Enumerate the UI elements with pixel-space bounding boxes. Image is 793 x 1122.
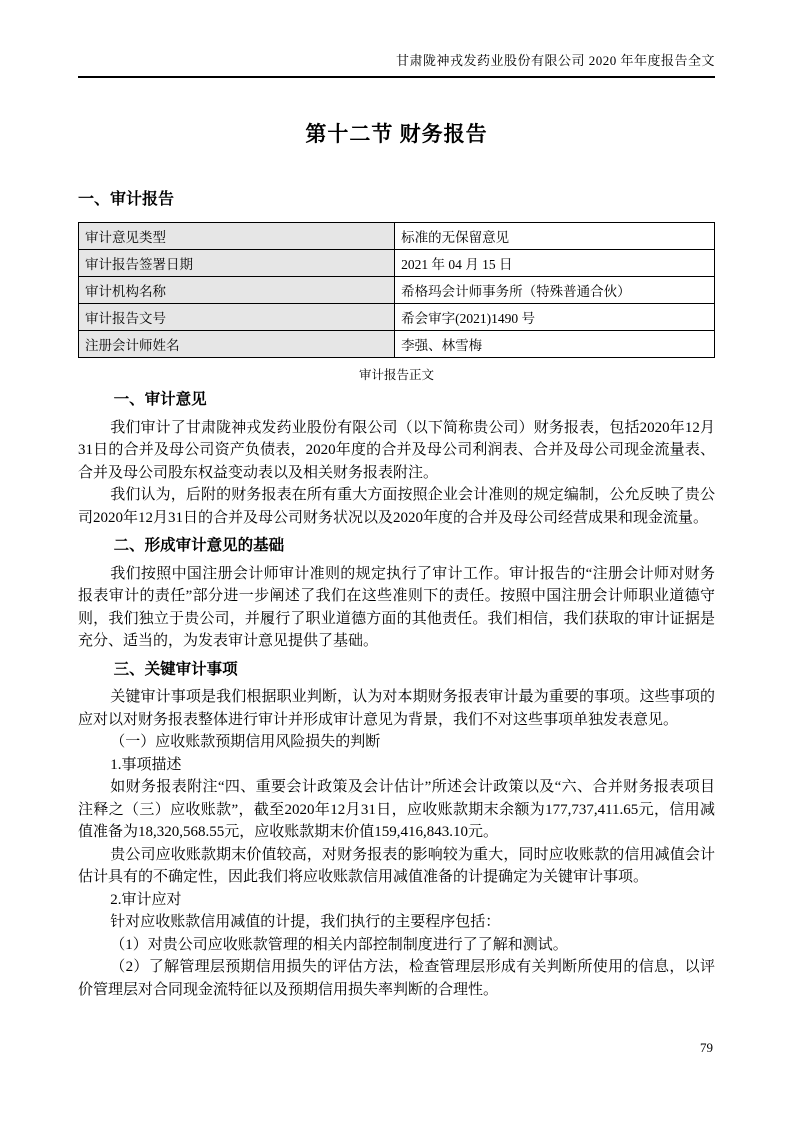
page-content <box>78 0 715 1001</box>
table-cell-label: 审计报告文号 <box>79 304 395 331</box>
table-row <box>79 223 715 250</box>
table-cell-label: 审计机构名称 <box>79 277 395 304</box>
table-cell-label: 注册会计师姓名 <box>79 331 395 358</box>
paragraph: 如财务报表附注“四、重要会计政策及会计估计”所述会计政策以及“六、合并财务报表项目注释之（三）应收账款”，截至2020年12月31日，应收账款期末余额为177,737,411.65元，信用减值准备为18,320,568.55元，应收账款期末价值159,416,843.10元。 <box>78 779 715 840</box>
paragraph: 关键审计事项是我们根据职业判断，认为对本期财务报表审计最为重要的事项。这些事项的应对以对财务报表整体进行审计并形成审计意见为背景，我们不对这些事项单独发表意见。 <box>78 689 715 728</box>
table-cell-value: 希会审字(2021)1490 号 <box>395 304 715 331</box>
page-number: 79 <box>700 1040 713 1055</box>
table-row <box>79 277 715 304</box>
paragraph: 我们认为，后附的财务报表在所有重大方面按照企业会计准则的规定编制，公允反映了贵公司2020年12月31日的合并及母公司财务状况以及2020年度的合并及母公司经营成果和现金流量。 <box>78 487 715 526</box>
heading-audit-opinion: 一、审计意见 <box>113 391 207 408</box>
paragraph: 我们按照中国注册会计师审计准则的规定执行了审计工作。审计报告的“注册会计师对财务报表审计的责任”部分进一步阐述了我们在这些准则下的责任。按照中国注册会计师职业道德守则，我们独立于贵公司，并履行了职业道德方面的其他责任。我们相信，我们获取的审计证据是充分、适当的，为发表审计意见提供了基础。 <box>78 565 715 649</box>
document-title: 第十二节 财务报告 <box>305 122 488 146</box>
table-row <box>79 250 715 277</box>
paragraph: （2）了解管理层预期信用损失的评估方法，检查管理层形成有关判断所使用的信息，以评价管理层对合同现金流特征以及预期信用损失率判断的合理性。 <box>78 959 715 998</box>
heading-opinion-basis: 二、形成审计意见的基础 <box>113 537 285 554</box>
paragraph: 1.事项描述 <box>110 756 182 773</box>
page-header <box>78 0 715 78</box>
table-row <box>79 304 715 331</box>
paragraph: 贵公司应收账款期末价值较高，对财务报表的影响较为重大，同时应收账款的信用减值会计估计具有的不确定性，因此我们将应收账款信用减值准备的计提确定为关键审计事项。 <box>78 846 715 885</box>
table-cell-value: 2021 年 04 月 15 日 <box>395 250 715 277</box>
table-cell-value: 李强、林雪梅 <box>395 331 715 358</box>
section-heading-audit-report: 一、审计报告 <box>78 191 175 208</box>
table-cell-label: 审计报告签署日期 <box>79 250 395 277</box>
header-text: 甘肃陇神戎发药业股份有限公司 2020 年年度报告全文 <box>395 53 715 68</box>
paragraph: 针对应收账款信用减值的计提，我们执行的主要程序包括： <box>110 914 501 930</box>
table-cell-label: 审计意见类型 <box>79 223 395 250</box>
audit-summary-table <box>78 222 715 358</box>
paragraph: 我们审计了甘肃陇神戎发药业股份有限公司（以下简称贵公司）财务报表，包括2020年12月31日的合并及母公司资产负债表，2020年度的合并及母公司利润表、合并及母公司现金流量表、合并及母公司股东权益变动表以及相关财务报表附注。 <box>78 419 715 481</box>
paragraph: （一）应收账款预期信用风险损失的判断 <box>110 734 381 750</box>
table-cell-value: 希格玛会计师事务所（特殊普通合伙） <box>395 277 715 304</box>
table-cell-value: 标准的无保留意见 <box>395 223 715 250</box>
table-caption: 审计报告正文 <box>358 368 434 382</box>
heading-key-audit-matters: 三、关键审计事项 <box>113 660 238 678</box>
table-row <box>79 331 715 358</box>
paragraph: 2.审计应对 <box>110 891 182 908</box>
paragraph: （1）对贵公司应收账款管理的相关内部控制制度进行了了解和测试。 <box>110 936 568 953</box>
